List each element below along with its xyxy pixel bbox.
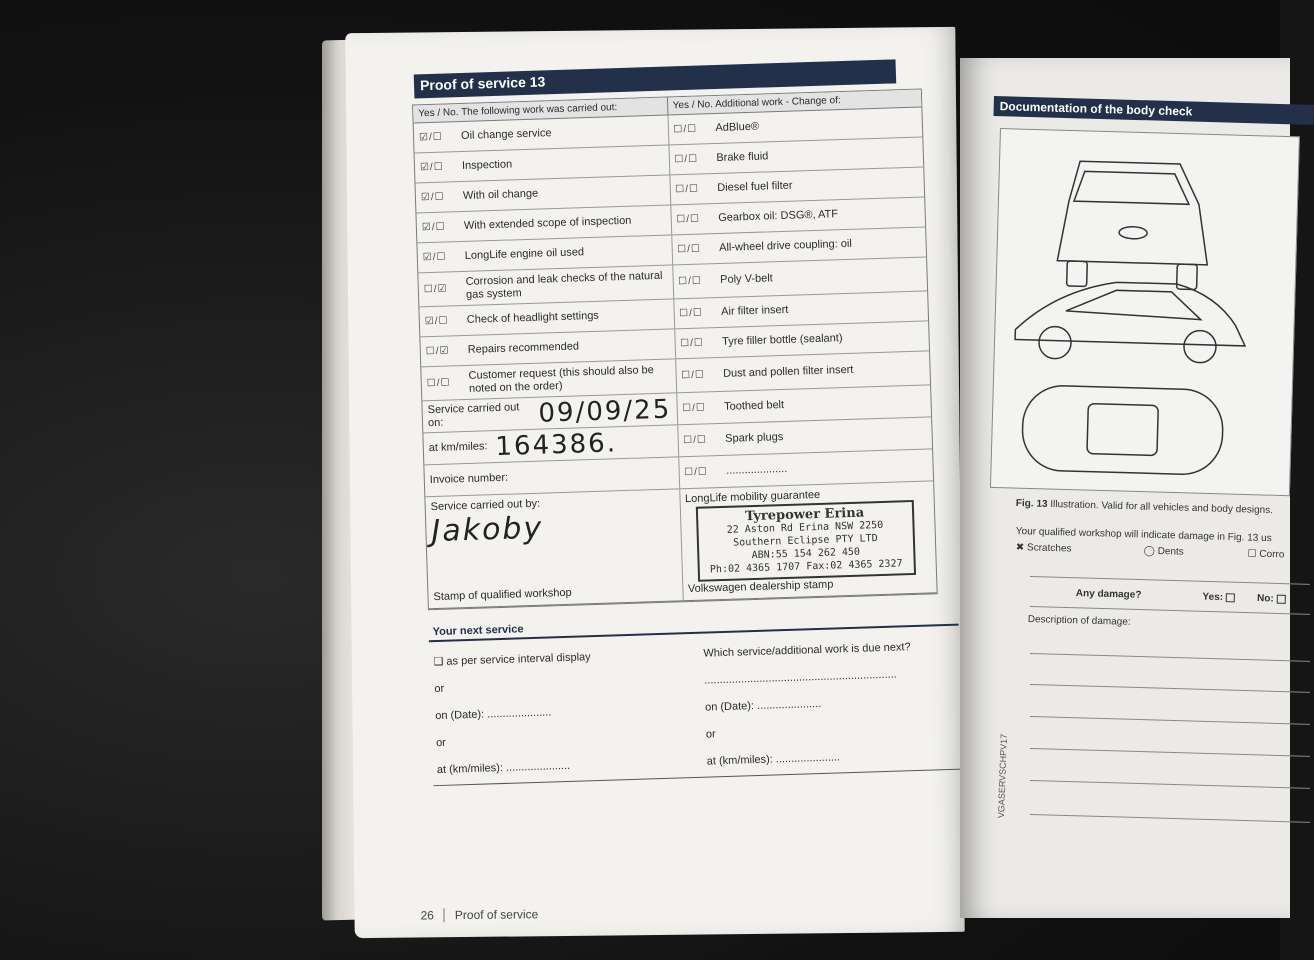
description-line[interactable]	[1030, 716, 1310, 725]
checkbox-extended-inspection[interactable]: ☑/☐	[421, 221, 446, 234]
any-damage-label: Any damage?	[1075, 588, 1142, 601]
dents-legend: ◯ Dents	[1143, 545, 1184, 558]
item-label: Oil change service	[460, 127, 552, 142]
item-label: Corrosion and leak checks of the natural gas system	[465, 269, 663, 301]
footer-title: Proof of service	[454, 907, 539, 923]
page-number: 26	[420, 908, 445, 922]
service-sheet	[412, 89, 943, 787]
item-label: All-wheel drive coupling: oil	[718, 237, 852, 254]
carried-by-label: Service carried out by:	[430, 497, 541, 514]
document-code: VGASERVSCHPV17	[996, 733, 1009, 819]
item-label: With extended scope of inspection	[463, 214, 632, 232]
page-footer	[420, 907, 538, 922]
no-label: No:	[1256, 593, 1274, 605]
body-check-illustration	[990, 128, 1300, 496]
next-date-field-2[interactable]: on (Date): .....................	[704, 697, 822, 714]
checkbox-adblue[interactable]: ☐/☐	[673, 123, 698, 136]
checkbox-repairs[interactable]: ☐/☑	[425, 345, 450, 358]
item-label: Tyre filler bottle (sealant)	[721, 332, 843, 348]
header-carried-out: Yes / No. The following work was carried out:	[413, 97, 668, 122]
checkbox-oil-change[interactable]: ☑/☐	[418, 131, 443, 144]
interval-option[interactable]: ❑ as per service interval display	[433, 651, 591, 669]
item-label: Spark plugs	[724, 431, 784, 445]
signature[interactable]: Jakoby	[430, 510, 544, 550]
item-label: Air filter insert	[721, 303, 789, 318]
description-line[interactable]	[1030, 684, 1310, 693]
service-table	[412, 89, 938, 611]
workshop-stamp-label: Stamp of qualified workshop	[433, 586, 572, 604]
invoice-label: Invoice number:	[429, 471, 509, 487]
next-service-title: Your next service	[428, 608, 958, 643]
dealer-stamp-label: Volkswagen dealership stamp	[687, 578, 834, 596]
service-date-field[interactable]: 09/09/25	[538, 394, 672, 429]
checkbox-with-oil-change[interactable]: ☑/☐	[420, 191, 445, 204]
service-date-label: Service carried out on:	[427, 400, 520, 429]
description-line[interactable]	[1030, 780, 1310, 789]
item-label: Customer request (this should also be noted on the order)	[468, 363, 654, 395]
or-label: or	[434, 682, 445, 695]
corrosion-legend: ☐ Corro	[1247, 548, 1285, 561]
description-line[interactable]	[1030, 653, 1310, 662]
header-additional: Yes / No. Additional work - Change of:	[672, 95, 841, 112]
next-km-field-2[interactable]: at (km/miles): .....................	[706, 750, 841, 768]
stamp-address: 22 Aston Rd Erina NSW 2250	[726, 519, 884, 536]
next-km-field[interactable]: at (km/miles): .....................	[436, 759, 571, 776]
no-checkbox[interactable]	[1276, 594, 1285, 603]
checkbox-poly-v-belt[interactable]: ☐/☐	[678, 275, 703, 288]
which-service-field[interactable]: ...............................................................	[704, 668, 897, 687]
item-label: AdBlue®	[715, 120, 760, 135]
item-label: Repairs recommended	[467, 340, 580, 356]
page-title: Proof of service 13	[414, 59, 897, 98]
qualified-note: Your qualified workshop will indicate damage in Fig. 13 us	[1015, 526, 1272, 545]
checkbox-tyre-filler[interactable]: ☐/☐	[680, 337, 705, 350]
guarantee-label: LongLife mobility guarantee	[684, 488, 821, 506]
checkbox-gearbox-oil[interactable]: ☐/☐	[676, 213, 701, 226]
checkbox-inspection[interactable]: ☑/☐	[419, 161, 444, 174]
checkbox-diesel-filter[interactable]: ☐/☐	[675, 183, 700, 196]
left-page	[345, 27, 964, 938]
stamp-phone: Ph:02 4365 1707 Fax:02 4365 2327	[709, 558, 903, 576]
item-label: Poly V-belt	[720, 272, 773, 286]
stamp-row	[425, 481, 936, 609]
divider	[1030, 606, 1310, 615]
item-label: Dust and pollen filter insert	[722, 363, 854, 380]
checkbox-customer-request[interactable]: ☐/☐	[426, 377, 451, 390]
km-field[interactable]: 164386.	[495, 427, 618, 462]
next-date-field[interactable]: on (Date): .....................	[435, 705, 552, 722]
yes-checkbox[interactable]	[1226, 593, 1235, 602]
description-line[interactable]	[1030, 748, 1310, 757]
stamp-name: Tyrepower Erina	[744, 505, 865, 525]
item-label: Toothed belt	[723, 398, 785, 413]
or-label: or	[435, 736, 447, 749]
workshop-stamp	[695, 500, 915, 582]
checkbox-spark-plugs[interactable]: ☐/☐	[683, 434, 708, 447]
fig-number: Fig. 13	[1015, 498, 1048, 510]
checkbox-longlife-oil[interactable]: ☑/☐	[422, 251, 447, 264]
fig-caption: Illustration. Valid for all vehicles and body designs.	[1050, 498, 1274, 517]
item-label: LongLife engine oil used	[464, 246, 585, 262]
checkbox-other[interactable]: ☐/☐	[684, 466, 709, 479]
checkbox-air-filter[interactable]: ☐/☐	[679, 307, 704, 320]
car-outline-icon	[991, 129, 1301, 497]
km-label: at km/miles:	[428, 440, 488, 455]
item-label: Diesel fuel filter	[717, 179, 793, 194]
checkbox-pollen-filter[interactable]: ☐/☐	[681, 369, 706, 382]
item-label: Inspection	[461, 158, 513, 172]
item-label: Gearbox oil: DSG®, ATF	[718, 208, 839, 224]
or-label: or	[705, 727, 716, 741]
other-work-field[interactable]: ....................	[726, 462, 788, 477]
checkbox-headlight[interactable]: ☑/☐	[424, 315, 449, 328]
item-label: Brake fluid	[716, 150, 769, 164]
stamp-abn: ABN:55 154 262 450	[751, 546, 861, 562]
next-service-section	[429, 631, 973, 783]
car-top-icon	[1021, 385, 1223, 476]
yes-label: Yes:	[1202, 591, 1224, 604]
item-label: With oil change	[462, 187, 539, 202]
scratches-legend: ✖ Scratches	[1015, 542, 1072, 555]
checkbox-gas-system[interactable]: ☐/☑	[423, 283, 448, 296]
which-service-label: Which service/additional work is due next?	[703, 640, 911, 660]
divider	[1030, 576, 1310, 585]
checkbox-brake-fluid[interactable]: ☐/☐	[674, 153, 699, 166]
body-check-title: Documentation of the body check	[993, 96, 1313, 125]
description-label: Description of damage:	[1027, 614, 1131, 628]
car-rear-icon	[1057, 161, 1210, 265]
checkbox-toothed-belt[interactable]: ☐/☐	[682, 402, 707, 415]
right-page	[960, 58, 1290, 918]
checkbox-awd-coupling[interactable]: ☐/☐	[677, 243, 702, 256]
item-label: Check of headlight settings	[466, 309, 600, 326]
description-line[interactable]	[1030, 814, 1310, 823]
stamp-company: Southern Eclipse PTY LTD	[733, 533, 878, 549]
